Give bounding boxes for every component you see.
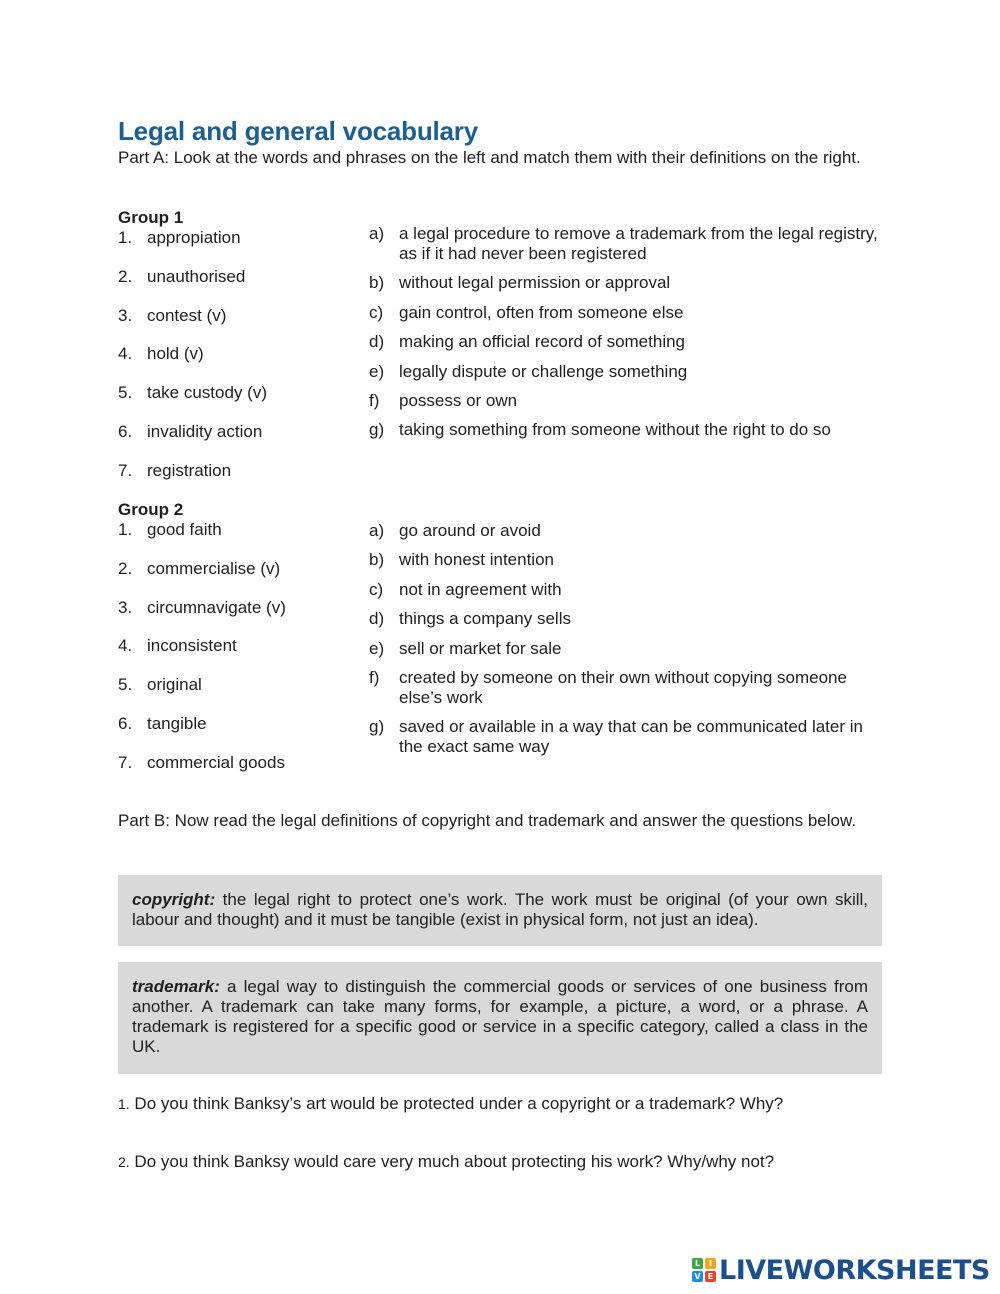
- brand-mark-icon: [692, 1258, 716, 1282]
- list-item: [118, 559, 358, 598]
- question-number: 1.: [118, 1096, 130, 1112]
- list-item: [369, 639, 889, 659]
- trademark-text: a legal way to distinguish the commercial goods or services of one business from another. A trademark can take many forms, for example, a picture, a word, or a phrase. A trademark is registered for a specific good or service in a specific category, called a class in the UK.: [132, 977, 868, 1056]
- definition-text: things a company sells: [399, 609, 571, 629]
- group-1-word-list: [118, 228, 358, 500]
- trademark-term: trademark:: [132, 977, 220, 996]
- item-number: 1.: [118, 520, 133, 539]
- group-2-definition-list: [369, 521, 889, 767]
- list-item: [118, 461, 358, 500]
- logo-letter-l: L: [692, 1258, 703, 1269]
- item-letter: a): [369, 224, 385, 243]
- item-number: 3.: [118, 597, 133, 617]
- item-number: 3.: [118, 305, 133, 325]
- item-letter: e): [369, 638, 385, 658]
- item-number: 2.: [118, 266, 133, 286]
- list-item: [118, 344, 358, 383]
- item-letter: b): [369, 550, 385, 570]
- liveworksheets-logo: [692, 1255, 990, 1285]
- definition-text: saved or available in a way that can be communicated later in the exact same way: [399, 717, 863, 757]
- list-item: [118, 598, 358, 637]
- part-b-instruction: Part B: Now read the legal definitions of copyright and trademark and answer the questions below.: [118, 811, 857, 830]
- definition-text: a legal procedure to remove a trademark from the legal registry, as if it had never been registered: [399, 224, 878, 263]
- word-text: take custody (v): [147, 383, 267, 403]
- list-item: [369, 303, 889, 323]
- list-item: [369, 391, 889, 411]
- definition-text: taking something from someone without the right to do so: [399, 420, 831, 440]
- list-item: [369, 224, 889, 264]
- item-letter: g): [369, 420, 385, 440]
- definition-text: making an official record of something: [399, 332, 686, 352]
- word-text: inconsistent: [147, 636, 237, 656]
- list-item: [118, 675, 358, 714]
- item-letter: f): [369, 390, 380, 410]
- list-item: [118, 636, 358, 675]
- brand-name: LIVEWORKSHEETS: [719, 1254, 990, 1286]
- item-number: 6.: [118, 713, 133, 733]
- item-number: 7.: [118, 752, 133, 772]
- question-1: [118, 1094, 898, 1114]
- item-letter: a): [369, 521, 385, 540]
- word-text: good faith: [147, 520, 222, 539]
- group-1-heading: Group 1: [118, 208, 184, 227]
- item-letter: b): [369, 273, 385, 293]
- item-letter: e): [369, 361, 385, 381]
- list-item: [369, 550, 889, 570]
- item-number: 7.: [118, 460, 133, 480]
- part-a-instruction: Part A: Look at the words and phrases on the left and match them with their definitions on the right.: [118, 148, 861, 167]
- item-letter: c): [369, 579, 384, 599]
- question-text: Do you think Banksy’s art would be protected under a copyright or a trademark? Why?: [129, 1094, 784, 1113]
- item-letter: d): [369, 332, 385, 352]
- item-letter: d): [369, 609, 385, 629]
- page-title: Legal and general vocabulary: [118, 116, 478, 146]
- list-item: [369, 717, 889, 757]
- copyright-term: copyright:: [132, 890, 216, 909]
- item-letter: c): [369, 302, 384, 322]
- logo-letter-i: I: [705, 1258, 716, 1269]
- list-item: [369, 668, 889, 708]
- definition-text: created by someone on their own without copying someone else’s work: [399, 667, 847, 707]
- list-item: [118, 383, 358, 422]
- word-text: unauthorised: [147, 266, 246, 286]
- item-number: 5.: [118, 383, 133, 403]
- list-item: [369, 609, 889, 629]
- trademark-definition-box: [118, 962, 882, 1074]
- list-item: [118, 520, 358, 559]
- question-text: Do you think Banksy would care very much about protecting his work? Why/why not?: [129, 1152, 775, 1171]
- list-item: [369, 332, 889, 352]
- item-letter: f): [369, 667, 380, 687]
- item-number: 6.: [118, 421, 133, 441]
- list-item: [369, 580, 889, 600]
- word-text: circumnavigate (v): [147, 597, 286, 617]
- word-text: invalidity action: [147, 421, 263, 441]
- definition-text: not in agreement with: [399, 579, 562, 599]
- definition-text: gain control, often from someone else: [399, 302, 684, 322]
- word-text: contest (v): [147, 305, 227, 325]
- copyright-definition-box: [118, 875, 882, 946]
- definition-text: sell or market for sale: [399, 638, 562, 658]
- word-text: registration: [147, 460, 232, 480]
- word-text: appropiation: [147, 228, 241, 247]
- list-item: [118, 228, 358, 267]
- list-item: [369, 521, 889, 541]
- question-2: [118, 1152, 898, 1172]
- list-item: [118, 422, 358, 461]
- word-text: commercialise (v): [147, 558, 281, 578]
- word-text: tangible: [147, 713, 207, 733]
- item-number: 4.: [118, 344, 133, 364]
- definition-text: legally dispute or challenge something: [399, 361, 688, 381]
- copyright-text: the legal right to protect one’s work. The work must be original (of your own skill, labour and thought) and it must be tangible (exist in physical form, not just an idea).: [132, 890, 868, 929]
- logo-letter-e: E: [705, 1271, 716, 1282]
- list-item: [118, 714, 358, 753]
- list-item: [369, 273, 889, 293]
- item-letter: g): [369, 717, 385, 737]
- word-text: hold (v): [147, 344, 204, 364]
- logo-letter-v: V: [692, 1271, 703, 1282]
- list-item: [369, 420, 889, 440]
- list-item: [369, 362, 889, 382]
- definition-text: go around or avoid: [399, 521, 541, 540]
- list-item: [118, 306, 358, 345]
- definition-text: possess or own: [399, 390, 518, 410]
- item-number: 5.: [118, 675, 133, 695]
- definition-text: without legal permission or approval: [399, 273, 671, 293]
- definition-text: with honest intention: [399, 550, 554, 570]
- item-number: 2.: [118, 558, 133, 578]
- list-item: [118, 267, 358, 306]
- word-text: original: [147, 675, 202, 695]
- list-item: [118, 753, 358, 792]
- question-number: 2.: [118, 1154, 130, 1170]
- group-1-definition-list: [369, 224, 889, 450]
- word-text: commercial goods: [147, 752, 285, 772]
- item-number: 1.: [118, 228, 133, 247]
- group-2-heading: Group 2: [118, 500, 184, 519]
- item-number: 4.: [118, 636, 133, 656]
- group-2-word-list: [118, 520, 358, 792]
